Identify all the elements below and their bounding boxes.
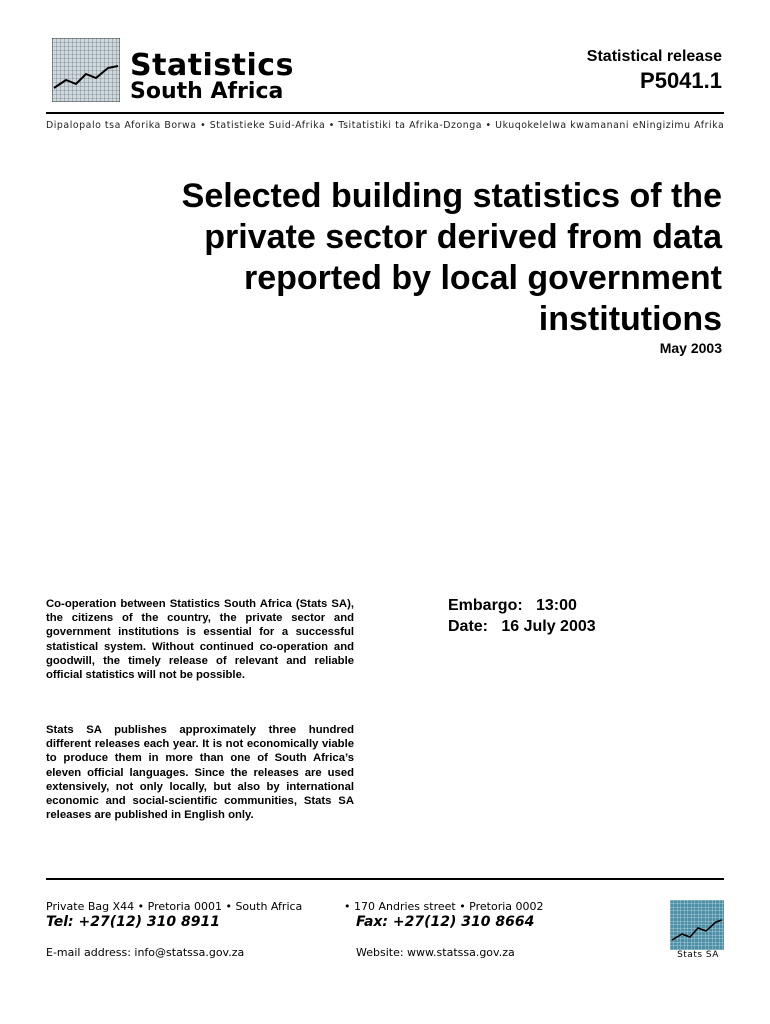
fax-number: Fax: +27(12) 310 8664 <box>356 914 535 930</box>
postal-address: Private Bag X44 • Pretoria 0001 • South Africa <box>46 900 303 913</box>
header-divider <box>46 112 724 114</box>
logo-wordmark-line-1: Statistics <box>130 48 294 83</box>
logo-wordmark-line-2: South Africa <box>130 79 284 104</box>
stats-sa-footer-logo-icon <box>670 900 724 950</box>
email-address-link[interactable]: E-mail address: info@statssa.gov.za <box>46 946 245 959</box>
stats-sa-logo-icon <box>52 38 120 102</box>
street-address: • 170 Andries street • Pretoria 0002 <box>344 900 544 913</box>
release-label: Statistical release <box>586 48 722 65</box>
title-date: May 2003 <box>659 340 722 356</box>
telephone-number: Tel: +27(12) 310 8911 <box>46 914 220 930</box>
embargo-time: Embargo: 13:00 <box>448 597 577 614</box>
language-strip: Dipalopalo tsa Aforika Borwa • Statistieke Suid-Afrika • Tsitatistiki ta Afrika-Dzonga • Ukuqokelelwa kwamanani eNingizimu Afrika <box>46 120 725 131</box>
website-link[interactable]: Website: www.statssa.gov.za <box>356 946 515 959</box>
document-title: Selected building statistics of the private sector derived from data reported by local government institutions <box>181 177 722 338</box>
language-policy-paragraph: Stats SA publishes approximately three hundred different releases each year. It is not economically viable to produce them in more than one of South Africa’s eleven official languages. Since the releases are used extensively, not only locally, but also by international economic and social-scientific communities, Stats SA releases are published in English only. <box>46 724 354 822</box>
cooperation-paragraph: Co-operation between Statistics South Africa (Stats SA), the citizens of the country, the private sector and government institutions is essential for a successful statistical system. Without continued co-operation and goodwill, the timely release of relevant and reliable official statistics will not be possible. <box>46 598 354 682</box>
footer-logo-label: Stats SA <box>677 950 719 960</box>
release-code: P5041.1 <box>640 68 722 93</box>
embargo-date: Date: 16 July 2003 <box>448 618 596 635</box>
footer-divider <box>46 878 724 880</box>
